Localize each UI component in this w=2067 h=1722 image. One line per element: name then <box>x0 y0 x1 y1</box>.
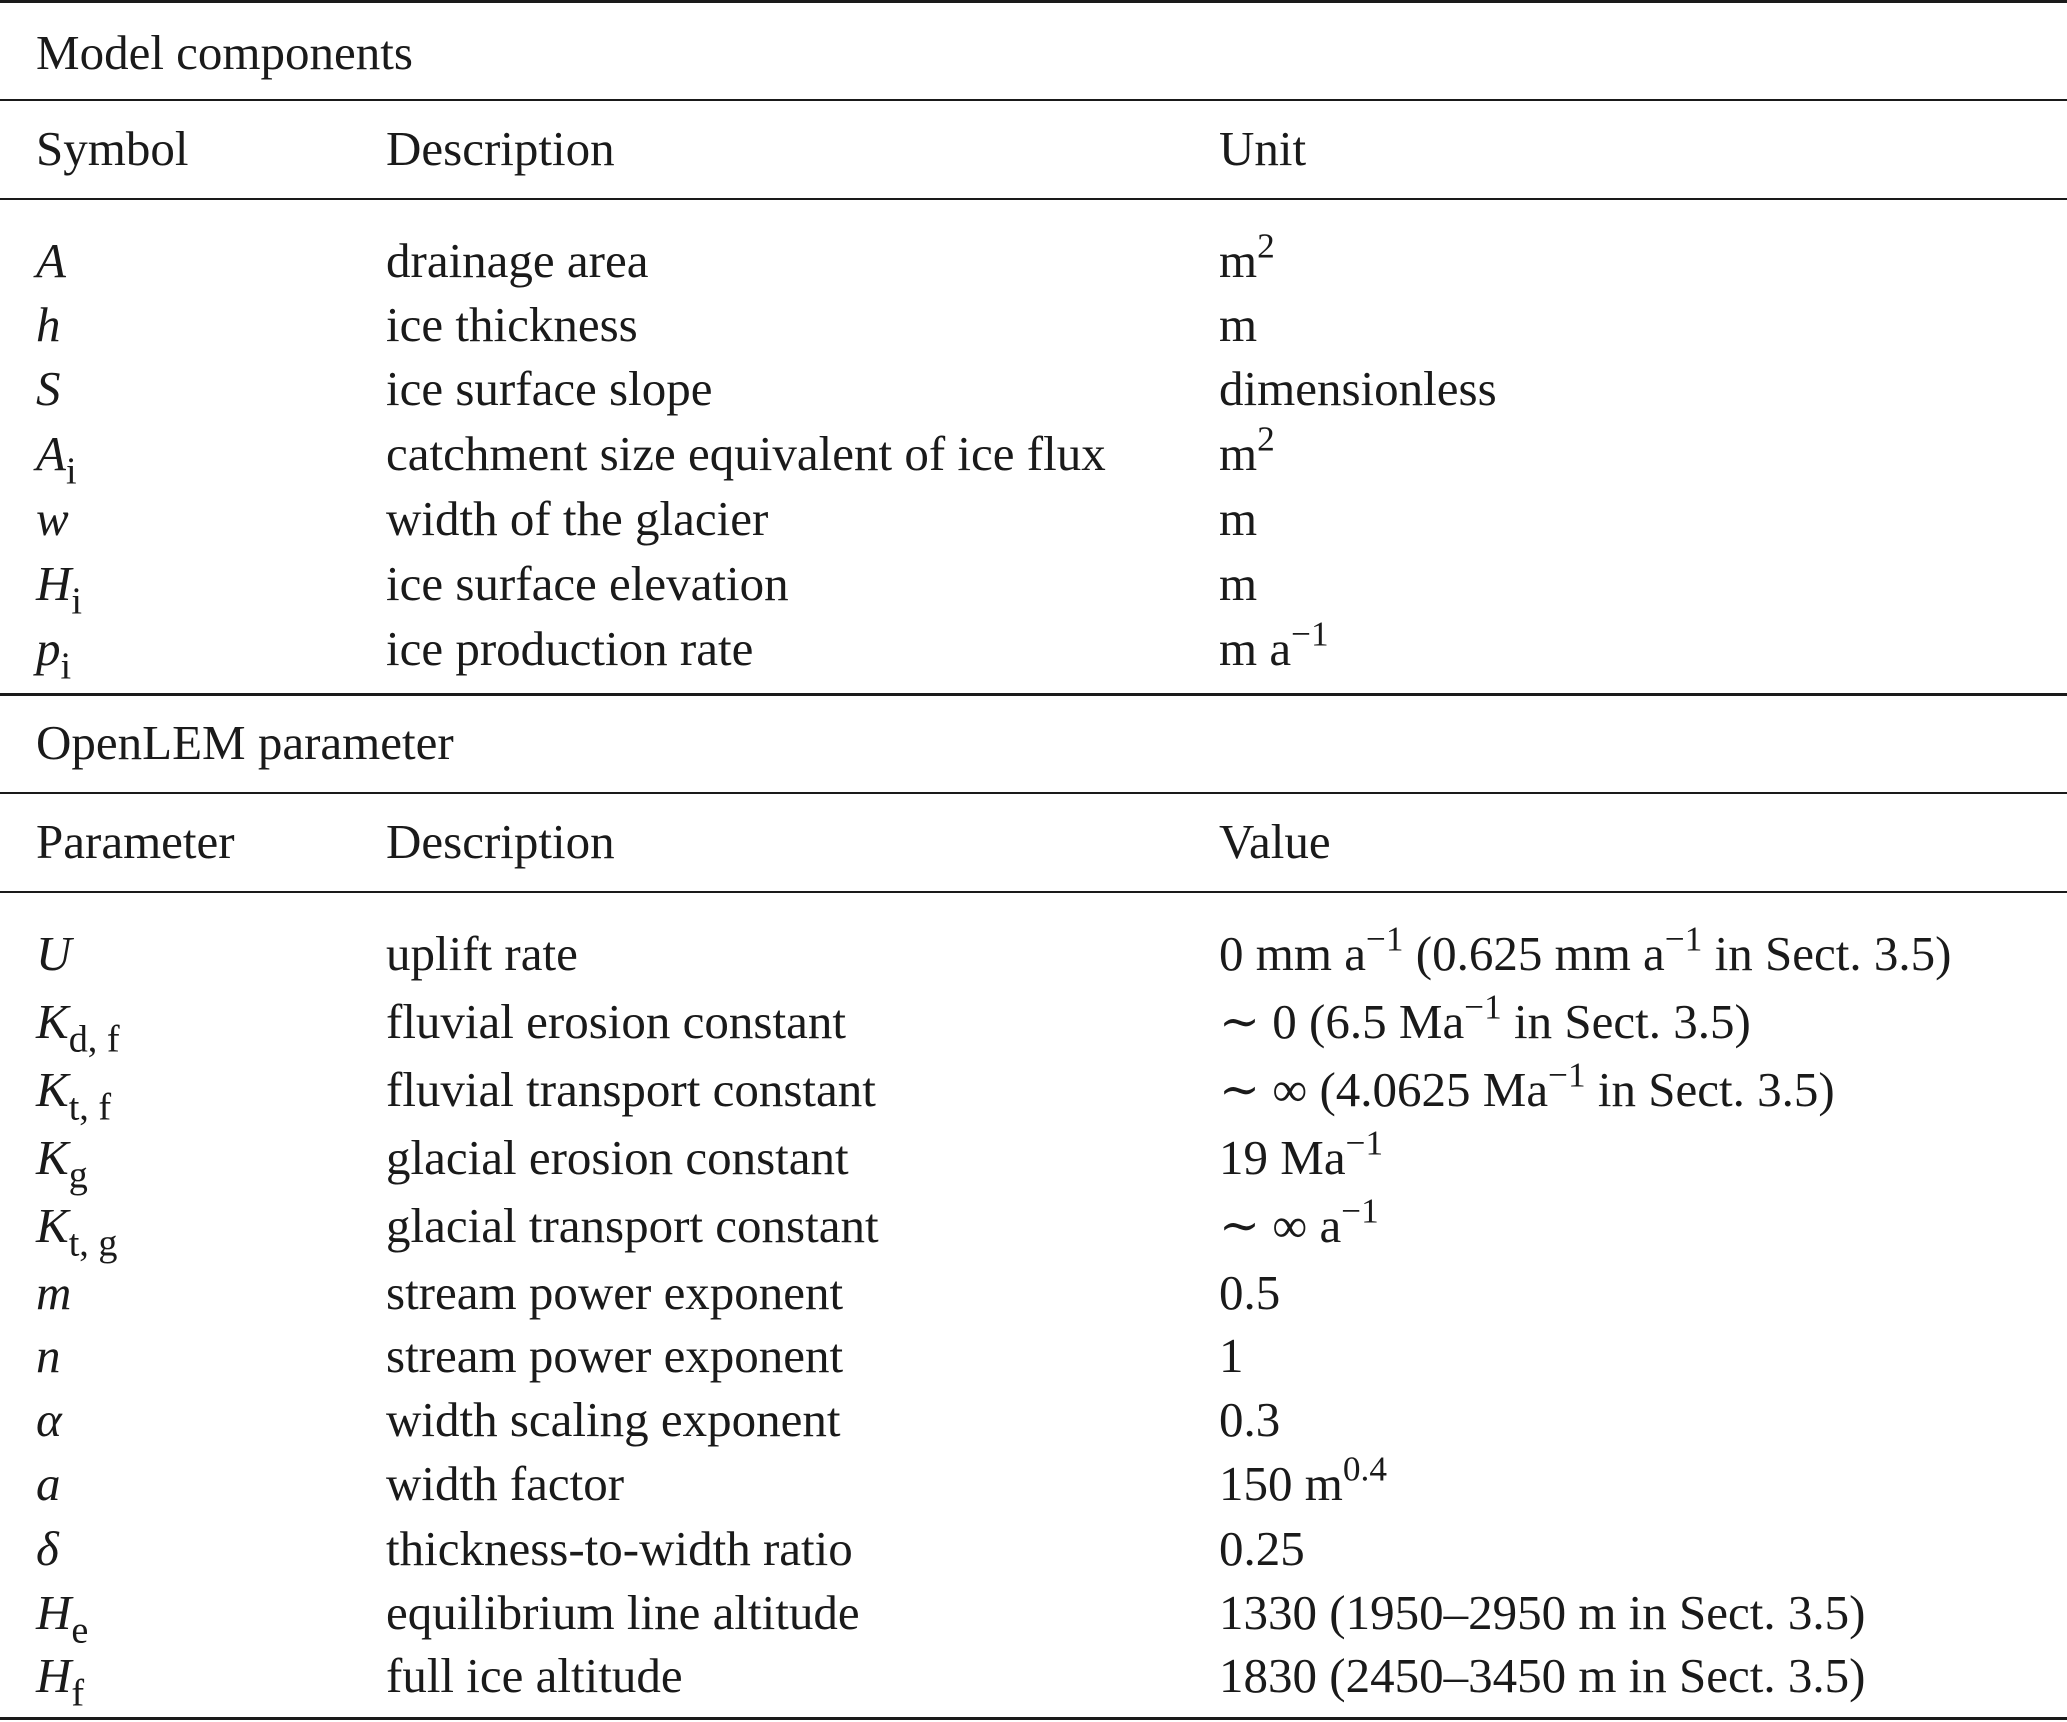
section1-title-rule <box>0 99 2067 101</box>
description-cell: drainage area <box>386 233 649 288</box>
table-row <box>0 1191 2067 1265</box>
value-cell: ∼ ∞ (4.0625 $Ma^{-1}$ in Sect. 3.5) <box>1219 1055 1835 1117</box>
table-row <box>0 614 2067 688</box>
unit-superscript: −1 <box>1291 614 1329 654</box>
symbol-subscript: t, f <box>68 1086 112 1129</box>
symbol-cell: n <box>36 1328 61 1383</box>
unit-cell: $m^2$ <box>1219 226 1275 288</box>
value-cell: 19 $Ma^{-1}$ <box>1219 1123 1384 1185</box>
unit-cell: $m^2$ <box>1219 419 1275 481</box>
table-row <box>0 551 2067 623</box>
symbol-cell: $H_f$ <box>36 1648 85 1715</box>
description-cell: full ice altitude <box>386 1648 683 1703</box>
top-rule <box>0 0 2067 3</box>
table-row <box>0 419 2067 493</box>
unit-cell: m $a^{-1}$ <box>1219 614 1329 676</box>
section2-header-description: Description <box>386 814 615 869</box>
table-row <box>0 292 2067 356</box>
value-superscript: 0.4 <box>1342 1449 1387 1489</box>
table-row <box>0 1055 2067 1129</box>
symbol-cell: $K_g$ <box>36 1130 88 1197</box>
table-row <box>0 1323 2067 1387</box>
value-cell: ∼ ∞ $a^{-1}$ <box>1219 1191 1379 1253</box>
description-cell: thickness-to-width ratio <box>386 1521 853 1576</box>
symbol-subscript: d, f <box>68 1018 120 1061</box>
table-row <box>0 987 2067 1061</box>
section-divider-rule <box>0 693 2067 696</box>
value-superscript: −1 <box>1341 1191 1379 1231</box>
section1-header-unit: Unit <box>1219 121 1307 176</box>
symbol-cell: w <box>36 491 69 546</box>
description-cell: ice production rate <box>386 621 754 676</box>
description-cell: stream power exponent <box>386 1328 844 1383</box>
symbol-cell: m <box>36 1265 72 1320</box>
description-cell: catchment size equivalent of ice flux <box>386 426 1106 481</box>
section2-title: OpenLEM parameter <box>36 715 454 770</box>
value-cell: 1 <box>1219 1328 1244 1383</box>
description-cell: uplift rate <box>386 926 578 981</box>
section1-title: Model components <box>36 25 413 80</box>
value-cell: 0.25 <box>1219 1521 1305 1576</box>
symbol-subscript: g <box>68 1154 88 1197</box>
symbol-cell: U <box>36 926 72 981</box>
description-cell: glacial transport constant <box>386 1198 879 1253</box>
description-cell: fluvial transport constant <box>386 1062 876 1117</box>
section2-header-rule <box>0 891 2067 893</box>
table-row <box>0 1451 2067 1515</box>
symbol-subscript: i <box>71 580 83 623</box>
value-superscript: −1 <box>1365 919 1404 959</box>
table-row <box>0 1580 2067 1652</box>
description-cell: ice thickness <box>386 297 638 352</box>
value-cell: 1330 (1950–2950 m in Sect. 3.5) <box>1219 1585 1866 1640</box>
unit-cell: m <box>1219 297 1258 352</box>
description-cell: width of the glacier <box>386 491 769 546</box>
unit-cell: m <box>1219 491 1258 546</box>
value-cell: 0 mm $a^{-1}$ (0.625 mm $a^{-1}$ in Sect. 3.5) <box>1219 919 1952 981</box>
symbol-subscript: e <box>71 1609 89 1652</box>
unit-cell: m <box>1219 556 1258 611</box>
symbol-cell: $K_{t, g}$ <box>36 1198 118 1265</box>
description-cell: width factor <box>386 1456 625 1511</box>
unit-superscript: 2 <box>1257 419 1275 459</box>
description-cell: ice surface slope <box>386 361 713 416</box>
symbol-subscript: t, g <box>68 1222 118 1265</box>
table-row <box>0 1387 2067 1451</box>
table-row <box>0 1123 2067 1197</box>
symbol-cell: δ <box>36 1521 59 1576</box>
section1-header-symbol: Symbol <box>36 121 189 176</box>
symbol-cell: $H_i$ <box>36 556 83 623</box>
description-cell: equilibrium line altitude <box>386 1585 860 1640</box>
table-row <box>0 1260 2067 1324</box>
symbol-cell: $H_e$ <box>36 1585 89 1652</box>
symbol-cell: A <box>36 233 66 288</box>
section2-header-value: Value <box>1219 814 1331 869</box>
value-superscript: −1 <box>1464 987 1502 1027</box>
value-cell: 0.3 <box>1219 1392 1281 1447</box>
table-row <box>0 1516 2067 1580</box>
table-row <box>0 921 2067 987</box>
value-cell: ∼ 0 (6.5 $Ma^{-1}$ in Sect. 3.5) <box>1219 987 1751 1049</box>
value-cell: 0.5 <box>1219 1265 1281 1320</box>
description-cell: glacial erosion constant <box>386 1130 849 1185</box>
description-cell: stream power exponent <box>386 1265 844 1320</box>
description-cell: fluvial erosion constant <box>386 994 846 1049</box>
unit-superscript: 2 <box>1257 226 1275 266</box>
table-row <box>0 356 2067 420</box>
section1-header-description: Description <box>386 121 615 176</box>
symbol-cell: $A_i$ <box>36 426 77 493</box>
symbol-cell: $K_{d, f}$ <box>36 994 120 1061</box>
table-row <box>0 1643 2067 1715</box>
unit-cell: dimensionless <box>1219 361 1497 416</box>
description-cell: width scaling exponent <box>386 1392 841 1447</box>
value-cell: 150 $m^{0.4}$ <box>1219 1449 1387 1511</box>
value-superscript: −1 <box>1345 1123 1384 1163</box>
bottom-rule <box>0 1717 2067 1720</box>
symbol-subscript: i <box>60 645 72 688</box>
value-superscript: −1 <box>1664 919 1703 959</box>
symbol-cell: S <box>36 361 61 416</box>
value-superscript: −1 <box>1548 1055 1586 1095</box>
description-cell: ice surface elevation <box>386 556 789 611</box>
section2-header-parameter: Parameter <box>36 814 235 869</box>
section2-title-rule <box>0 792 2067 794</box>
table-row <box>0 486 2067 550</box>
symbol-cell: $p_i$ <box>36 621 72 688</box>
symbol-subscript: f <box>71 1672 85 1715</box>
symbol-cell: h <box>36 297 61 352</box>
symbol-cell: $K_{t, f}$ <box>36 1062 112 1129</box>
symbol-cell: a <box>36 1456 61 1511</box>
table-row <box>0 228 2067 292</box>
symbol-cell: α <box>36 1392 62 1447</box>
section1-header-rule <box>0 198 2067 200</box>
symbol-subscript: i <box>65 450 77 493</box>
value-cell: 1830 (2450–3450 m in Sect. 3.5) <box>1219 1648 1866 1703</box>
